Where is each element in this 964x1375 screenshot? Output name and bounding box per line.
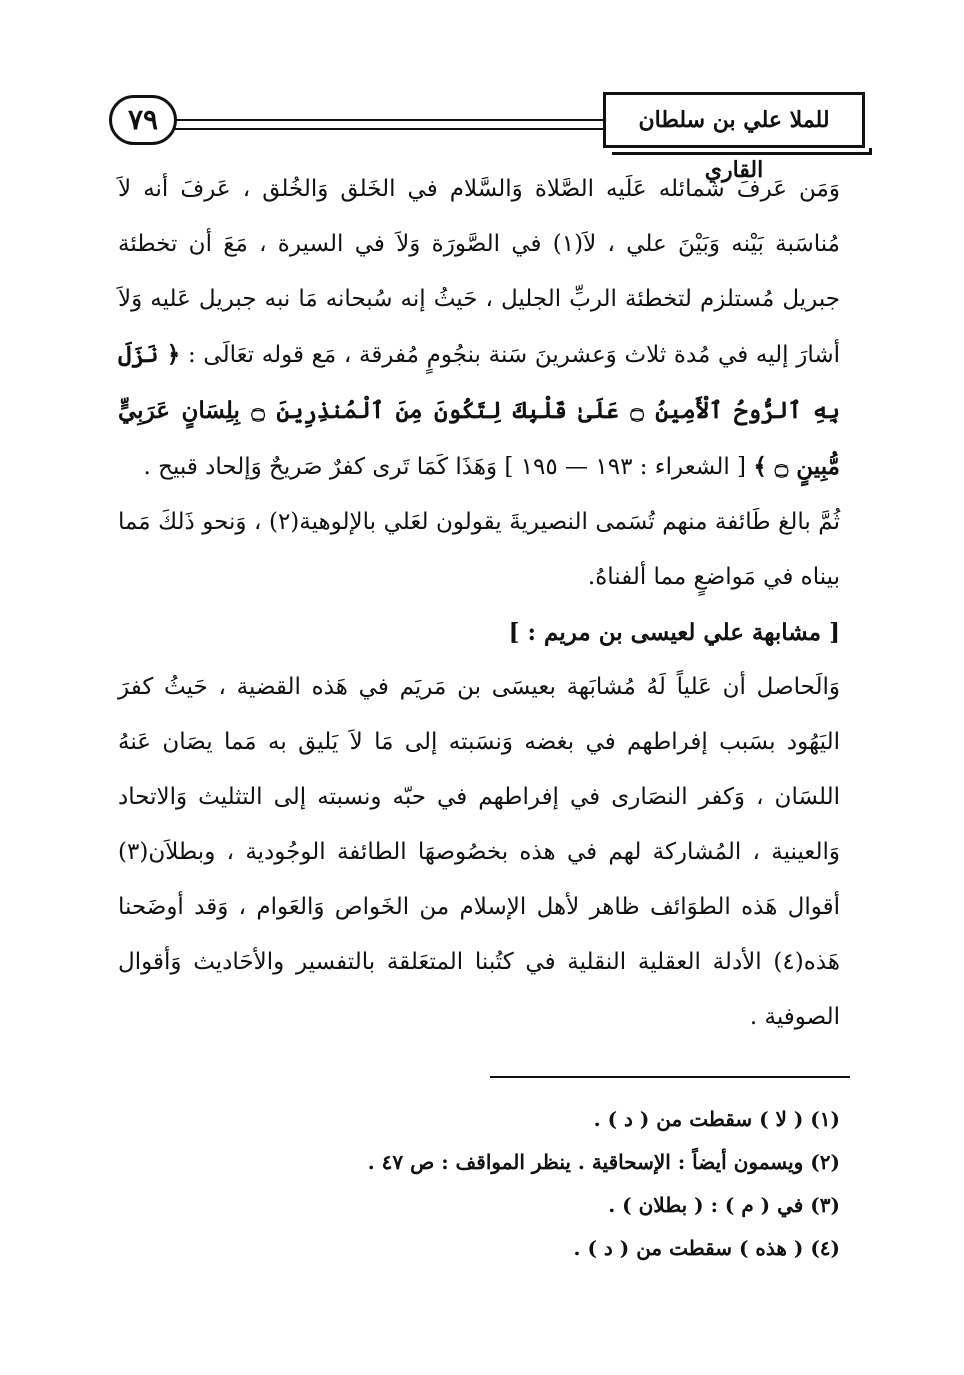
paragraph-1-text: وَمَن عَرفَ شمائله عَلَيه الصَّلاة وَالسَّلام في الخَلق وَالخُلق ، عَرفَ أنه لاَ مُناسَبة بَيْنه وَبَيْنَ علي ، لاَ(١) في الصَّورَة وَلاَ في السيرة ، مَعَ أن تخطئة جبريل مُستلزم لتخطئة الربِّ الجليل ، حَيثُ إنه سُبحانه مَا نبه جبريل عَليه وَلاَ أشارَ إليه في مُدة ثلاث وَعشرينَ سَنة بنجُومٍ مُفرقة ، مَع قوله تعَالَى : (118, 176, 841, 368)
section-heading: [ مشابهة علي لعيسى بن مريم : ] (508, 619, 840, 646)
running-title: للملا علي بن سلطان القاري (603, 92, 865, 148)
paragraph-2: ثُمَّ بالغ طَائفة منهم تُسَمى النصيريةَ يقولون لعَلي بالإلوهية(٢) ، وَنحو ذَلكَ مَما بيناه في مَواضعٍ مما ألفناهُ. (118, 509, 840, 590)
page-number: ٧٩ (109, 95, 177, 145)
paragraph (118, 162, 840, 495)
footnote: (٣) في ( م ) : ( بطلان ) . (608, 1193, 840, 1217)
footnote: (١) ( لا ) سقطت من ( د ) . (593, 1107, 840, 1131)
footnote: (٢) ويسمون أيضاً : الإسحاقية . ينظر المواقف : ص ٤٧ . (367, 1150, 840, 1174)
footnote-divider (490, 1076, 850, 1078)
quran-verse: ﴿ نَزَلَ بِهِ ٱلرُّوحُ ٱلْأَمِينُ ۝ عَلَىٰ قَلْبِكَ لِتَكُونَ مِنَ ٱلْمُنذِرِينَ ۝ بِلِسَانٍ عَرَبِيٍّ مُّبِينٍ ۝ ﴾ (118, 341, 841, 480)
verse-reference: [ الشعراء : ١٩٣ — ١٩٥ ] (504, 454, 746, 480)
footnote: (٤) ( هذه ) سقطت من ( د ) . (573, 1236, 840, 1260)
paragraph-1-end: وَهَذَا كَمَا تَرى كفرٌ صَريحٌ وَإلحاد قبيح . (143, 454, 498, 480)
page-header (105, 92, 865, 183)
footnotes (118, 1098, 840, 1270)
header-rule (165, 119, 603, 130)
main-text (118, 162, 840, 1045)
paragraph-3: وَالَحاصل أن عَلياً لَهُ مُشابَهة بعيسَى بن مَريَم في هَذه القضية ، حَيثُ كفرَ اليَهُود بسَبب إفراطهم في بغضه وَنسَبته إلى مَا لاَ يَليق به مَما يصَان عَنهُ اللسَان ، وَكفر النصَارى في إفراطهم في حبّه ونسبته إلى التثليث وَالاتحاد وَالعينية ، المُشاركة لهم في هذه بخصُوصهَا الطائفة الوجُودية ، وبطلاَن(٣) أقوال هَذه الطوَائف ظاهر لأهل الإسلام من الخَواص وَالعَوام ، وَقد أوضَحنا هَذه(٤) الأدلة العقلية النقلية في كتُبنا المتعَلقة بالتفسير والأحَاديث وَأقوال الصوفية . (118, 674, 840, 1030)
